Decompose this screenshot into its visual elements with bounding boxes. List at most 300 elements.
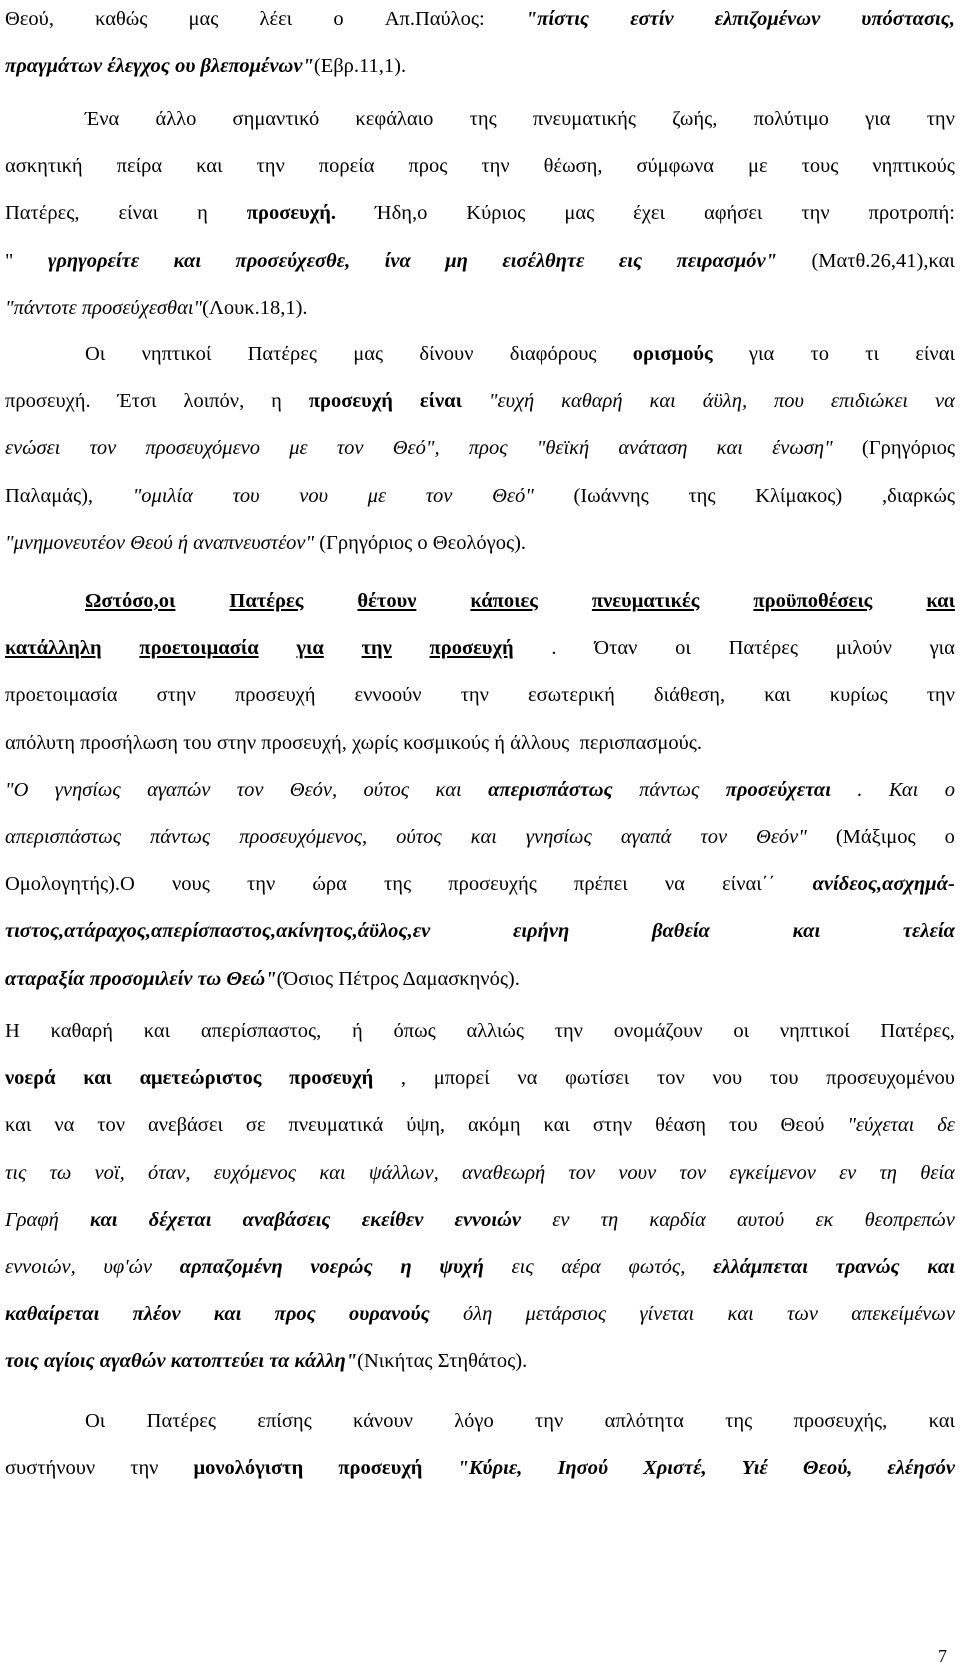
text-word: πολύτιμο [753,108,829,130]
text-line [5,1008,955,1055]
text-word: ελλάμπεται [713,1255,808,1278]
text-word: ελέησόν [887,1457,955,1480]
text-word: εν [839,1161,857,1184]
text-word: κεφάλαιο [355,108,434,130]
text-word: προσευχή [234,684,316,707]
text-word: του [769,1067,799,1090]
text-word: τον [236,778,264,801]
text-word: "εύχεται [847,1114,915,1137]
text-word: λόγο [454,1410,494,1432]
text-line [5,1197,955,1244]
text-word: Οι [85,1410,106,1432]
text-word: Θεόν" [756,825,807,848]
text-word: προς [468,437,508,460]
text-word: νηπτικούς [872,155,955,178]
text-word: αμετεώριστος [139,1067,262,1090]
text-word: αναβάσεις [242,1208,331,1231]
text-word: ο [333,8,344,30]
text-word: "ομιλία [132,484,193,507]
text-word: πάντως [149,825,211,848]
text-word: εσωτερική [528,684,615,707]
text-word: μιλούν [835,637,892,660]
text-word: πνευματικής [532,108,636,130]
text-word: και [764,684,791,707]
text-word: την [247,873,276,896]
paragraph [5,96,955,332]
text-word: και [319,1161,346,1184]
text-word: τον [568,1161,596,1184]
text-word: . [857,778,863,801]
text-line [5,1445,955,1492]
text-word: μπορεί [433,1067,490,1090]
text-word: πειρασμόν" [676,249,777,272]
text-word: εκείθεν [361,1208,424,1231]
text-word: ουρανούς [349,1303,430,1326]
text-line [5,767,955,814]
text-word: και [792,920,821,943]
text-word: Θεό" [492,484,534,507]
text-word: ο [944,778,955,801]
text-word: νοϊ, [94,1161,125,1184]
text-word: τον [97,1114,126,1137]
text-word: πνευματικές [591,590,700,612]
text-word: (Ιωάννης [573,484,649,507]
text-word: άϋλη, [702,390,748,413]
text-word: προσευχή [338,1457,423,1480]
text-word: τις [5,1161,27,1184]
text-word: νου [712,1067,743,1090]
text-word: τον [425,484,453,507]
text-span: (Λουκ.18,1). [202,296,308,319]
text-line [5,473,955,520]
text-word: πείρα [116,155,163,178]
text-word: και [143,1020,171,1042]
text-word: Ένα [85,108,120,130]
text-word: "Κύριε, [457,1457,523,1480]
text-word: προσεύχεται [725,778,831,801]
text-word: θέωση, [543,155,603,178]
text-line [5,425,955,472]
text-line [5,1150,955,1197]
text-word: είναι [915,343,955,365]
text-word: προσευχή [429,637,514,660]
text-word: κατάλληλη [5,637,102,660]
text-word: διάθεση, [653,684,726,707]
text-word: ανάταση [618,437,688,460]
text-word: ανίδεος,ασχημά- [812,873,955,896]
text-word: Θεό", [392,437,440,460]
text-word: Και [888,778,919,801]
text-word: ευχόμενος [213,1161,297,1184]
text-word: αναθεωρή [461,1161,546,1184]
text-line [5,1102,955,1149]
text-line [5,625,955,672]
text-word: αυτού [737,1208,785,1231]
text-word: θεία [920,1161,955,1184]
text-word: τον [657,1067,685,1090]
text-word: Πατέρες, [5,202,80,225]
text-word: γίνεται [639,1303,695,1326]
text-word: έχει [633,202,666,225]
text-span: απόλυτη προσήλωση του στην προσευχή, χωρίς κοσμικούς ή άλλους περισπασμούς. [5,731,703,754]
text-word: ή [352,1020,363,1042]
text-word: ,διαρκώς [881,484,955,507]
text-word: ενώσει [5,437,61,460]
text-word: και [928,1410,955,1432]
text-word: αγαπών [147,778,211,801]
text-word: άλλο [155,108,197,130]
text-word: ασκητική [5,155,83,178]
text-word: ελπιζομένων [714,8,821,30]
text-word: καθαρή [561,390,623,413]
text-word: Οι [85,343,106,365]
text-line [5,285,955,332]
text-word: την [801,202,830,225]
text-word: εκ [815,1208,834,1231]
text-word: εννοιών, [5,1255,76,1278]
text-word: είναι [118,202,159,225]
paragraph [5,1398,955,1492]
text-word: ανεβάσει [148,1114,223,1137]
text-word: Γραφή [5,1208,59,1231]
text-word: βαθεία [651,920,710,943]
text-word: μετάρσιος [525,1303,607,1326]
text-word: Κύριος [466,202,526,225]
text-word: κυρίως [829,684,888,707]
text-word: μας [353,343,384,365]
text-word: Πατέρες [728,637,798,660]
text-word: εστίν [630,8,674,30]
paragraph [5,1008,955,1386]
text-span: (Νικήτας Στηθάτος). [357,1350,528,1373]
text-word: και [716,437,743,460]
text-line [5,143,955,190]
text-word: η [271,390,282,413]
text-word: ίνα [384,249,411,272]
text-word: καθαίρεται [5,1303,100,1326]
text-word: τους [801,155,839,178]
text-word: Θεού, [802,1457,853,1480]
text-word: κάποιες [470,590,538,612]
text-word: Θεόν, [289,778,338,801]
text-line [5,578,955,625]
text-word: τελεία [902,920,955,943]
text-word: ύψη, [406,1114,446,1137]
text-word: απερίσπαστος, [200,1020,322,1042]
text-word: Πατέρες [146,1410,217,1432]
text-word: και [196,155,223,178]
text-word: Χριστέ, [643,1457,707,1480]
text-word: αγαπά [620,825,672,848]
text-word: τον [700,825,728,848]
text-word: απερισπάστως [5,825,122,848]
text-word: Η [5,1020,20,1042]
text-word: απερισπάστως [488,778,613,801]
text-word: ούτος [363,778,410,801]
text-word: θεοπρεπών [864,1208,955,1231]
text-word: προσευχή. [246,202,337,225]
text-word: Ιησού [557,1457,609,1480]
text-word: την [256,155,285,178]
text-word: "θεϊκή [536,437,590,460]
text-word: διαφόρους [509,343,597,365]
text-word: και [5,1114,32,1137]
text-word: να [664,873,685,896]
text-word: δίνουν [419,343,474,365]
text-word: είναι [419,390,462,413]
text-line [5,0,955,43]
text-word: καρδία [649,1208,706,1231]
text-word: την [926,684,955,707]
text-word: του [728,1114,758,1137]
text-word: εν [552,1208,570,1231]
text-word: και [926,590,955,612]
text-word: τι [865,343,880,365]
text-word: εις [618,249,643,272]
text-word: προσευχή [308,390,393,413]
text-word: προσευχή. [5,390,91,413]
text-word: προσευχόμενος, [239,825,368,848]
text-word: αέρα [561,1255,601,1278]
text-word: τον [679,1161,707,1184]
text-word: είναι΄΄ [722,873,776,896]
text-word: καθαρή [50,1020,113,1042]
text-word: και [90,1208,118,1231]
text-word: την [554,1020,583,1042]
text-word: στην [156,684,196,707]
text-word: ο [944,825,955,848]
text-word: τιστος,ατάραχος,απερίσπαστος,ακίνητος,άϋλος,εν [5,920,431,943]
text-word: τον [336,437,364,460]
text-span: "μνημονευτέον Θεού ή αναπνευστέον" [5,531,315,554]
text-word: προετοιμασία [139,637,259,660]
text-word: και [435,778,462,801]
text-word: προσευχής, [793,1410,888,1432]
text-word: εις [511,1255,534,1278]
text-word: (Μάξιμος [835,825,916,848]
text-word: επίσης [257,1410,312,1432]
text-line [5,238,955,285]
text-line [5,96,955,143]
text-word: προτροπή: [868,202,955,225]
text-word: και [649,390,676,413]
text-word: να [935,390,955,413]
text-word: Υιέ [741,1457,768,1480]
text-word: και [173,249,202,272]
text-word: . [551,637,557,660]
text-word: σημαντικό [232,108,320,130]
text-word: πλέον [132,1303,181,1326]
text-line [5,190,955,237]
text-word: Όταν [594,637,638,660]
text-word: και [727,1303,754,1326]
text-word: και [470,825,497,848]
text-word: πάντως [639,778,700,801]
text-word: και [927,1255,955,1278]
text-word: την [481,155,510,178]
text-word: δε [937,1114,955,1137]
text-word: , [400,1067,407,1090]
text-line [5,1055,955,1102]
text-word: νηπτικοί [141,343,212,365]
text-word: αρπαζομένη [179,1255,283,1278]
text-word: "ευχή [488,390,535,413]
text-word: ούτος [396,825,442,848]
text-word: μας [188,8,219,30]
text-span: τοις αγίοις αγαθών κατοπτεύει τα κάλλη" [5,1350,358,1373]
text-word: Έτσι [117,390,157,413]
text-word: οι [675,637,691,660]
text-word: προσεύχεσθε, [235,249,351,272]
text-line [5,672,955,719]
text-line [5,956,955,1003]
text-word: και [543,1114,570,1137]
text-span: (Εβρ.11,1). [313,55,407,78]
text-word: Απ.Παύλος: [384,8,485,30]
text-word: που [774,390,804,413]
text-word: να [54,1114,75,1137]
text-word: συστήνουν [5,1457,96,1480]
text-word: Παλαμάς), [5,484,94,507]
text-word: λέει [259,8,293,30]
text-word: εννοιών [454,1208,522,1231]
text-word: Ήδη,ο [375,202,428,225]
text-word: των [787,1303,818,1326]
text-line [5,1398,955,1445]
text-word: θέαση [655,1114,707,1137]
text-word: προς [408,155,448,178]
text-word: πνευματικά [288,1114,384,1137]
text-word: για [296,637,324,660]
text-word: " [5,249,14,272]
text-word: σε [245,1114,266,1137]
text-word: νηπτικοί [779,1020,850,1042]
text-word: επιδιώκει [830,390,909,413]
text-span: "πάντοτε προσεύχεσθαι" [5,296,203,319]
text-word: Πατέρες, [880,1020,955,1042]
text-word: (Γρηγόριος [861,437,955,460]
text-word: "πίστις [525,8,590,30]
text-word: της [688,484,716,507]
text-word: πρέπει [574,873,628,896]
page-number: 7 [938,1646,947,1666]
text-word: προσευχή [289,1067,374,1090]
text-word: Ωστόσο,οι [85,590,176,612]
text-word: της [725,1410,753,1432]
text-word: με [289,437,308,460]
text-word: Πατέρες [229,590,304,612]
text-word: προς [274,1303,316,1326]
text-span: (Γρηγόριος ο Θεολόγος). [314,531,527,554]
text-word: Θεού [780,1114,825,1137]
text-word: ένωση" [772,437,833,460]
text-word: νοερά [5,1067,56,1090]
text-word: πορεία [318,155,375,178]
text-word: ψάλλων, [368,1161,439,1184]
text-word: όπως [393,1020,436,1042]
text-word: την [460,684,489,707]
text-line [5,720,955,767]
text-word: λοιπόν, [183,390,245,413]
text-word: την [361,637,392,660]
text-word: την [130,1457,159,1480]
text-word: απεκείμένων [851,1303,955,1326]
text-word: θέτουν [357,590,417,612]
text-line [5,378,955,425]
text-word: και [83,1067,112,1090]
text-word: για [929,637,955,660]
text-line [5,908,955,955]
text-word: ειρήνη [512,920,570,943]
text-word: τον [89,437,117,460]
text-word: η [400,1255,412,1278]
text-word: όταν, [147,1161,191,1184]
text-word: Κλίμακος) [755,484,843,507]
text-word: ακόμη [467,1114,521,1137]
text-word: και [213,1303,242,1326]
text-word: Ομολογητής).Ο [5,873,135,896]
text-word: νου [299,484,328,507]
text-word: φωτός, [628,1255,686,1278]
text-word: ορισμούς [632,343,713,365]
text-word: καθώς [95,8,148,30]
text-word: σύμφωνα [636,155,714,178]
paragraph [5,331,955,567]
text-word: Πατέρες [247,343,317,365]
text-span: (Όσιος Πέτρος Δαμασκηνός). [276,967,520,990]
text-word: για [748,343,775,365]
text-word: με [748,155,768,178]
text-word: η [197,202,208,225]
text-word: να [517,1067,538,1090]
text-word: εννοούν [354,684,422,707]
text-word: όλη [462,1303,493,1326]
text-word: προσευχόμενο [145,437,261,460]
text-word: γνησίως [525,825,592,848]
text-word: δέχεται [148,1208,212,1231]
paragraph [5,578,955,1003]
text-word: προϋποθέσεις [753,590,873,612]
text-word: την [535,1410,564,1432]
text-word: απλότητα [604,1410,684,1432]
text-word: αφήσει [703,202,763,225]
text-line [5,520,955,567]
text-word: μονολόγιστη [193,1457,304,1480]
text-word: εγκείμενον [729,1161,816,1184]
text-word: μας [564,202,595,225]
text-word: αλλιώς [466,1020,524,1042]
text-line [5,1338,955,1385]
text-line [5,1244,955,1291]
text-word: νοερώς [310,1255,373,1278]
text-word: ονομάζουν [613,1020,703,1042]
text-word: εισέλθητε [502,249,585,272]
text-word: ώρα [312,873,347,896]
text-word: στην [592,1114,633,1137]
text-word: προετοιμασία [5,684,118,707]
text-word: Θεού, [5,8,54,30]
text-word: τω [49,1161,72,1184]
text-word: της [469,108,497,130]
text-word: τη [879,1161,897,1184]
text-word: "Ο [5,778,29,801]
text-word: με [367,484,387,507]
paragraph [5,0,955,90]
text-line [5,1291,955,1338]
text-line [5,331,955,378]
text-line [5,861,955,908]
text-word: τη [600,1208,619,1231]
